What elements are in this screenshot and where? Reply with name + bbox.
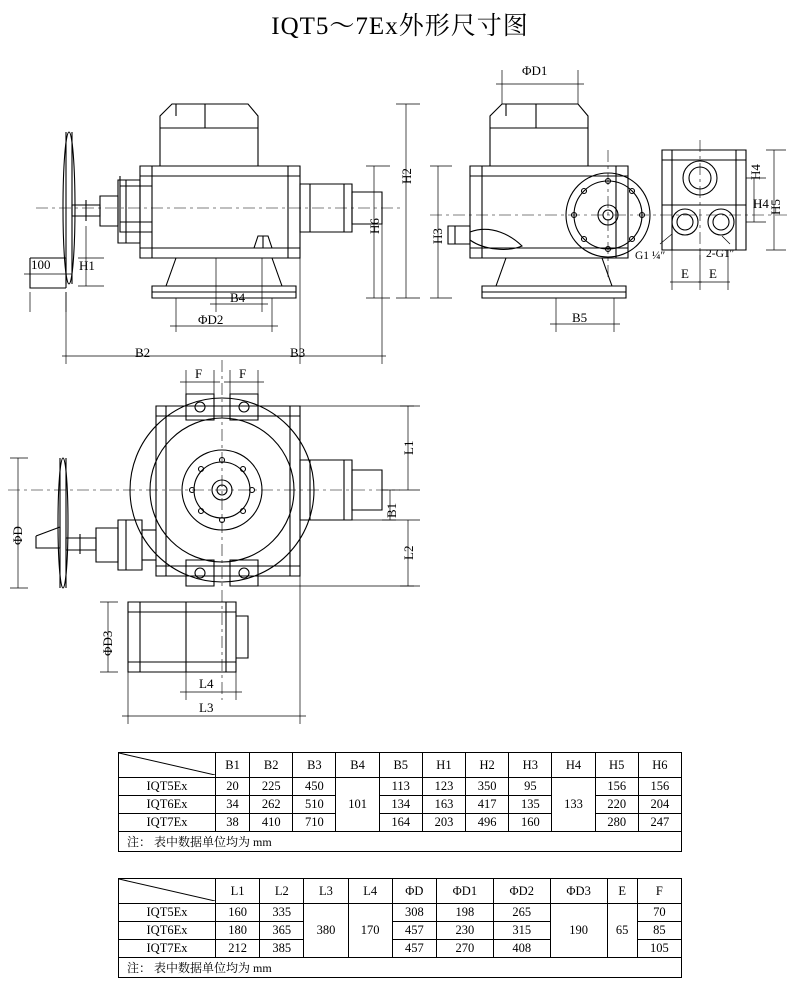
table2-cell-1-6: 315 [493,922,550,940]
table2-col-PhiD1: ΦD1 [436,879,493,904]
table1-col-H5: H5 [595,753,638,778]
table2-col-L1: L1 [216,879,260,904]
table2-cell-L4-merged: 170 [348,904,392,958]
dim-B5: B5 [572,310,588,325]
table1-cell-1-5: 163 [422,796,465,814]
dim-H5: H5 [768,199,783,215]
table1-col-B3: B3 [293,753,336,778]
table1-cell-0-0: 20 [216,778,250,796]
dimension-table-1 [118,752,682,852]
table2-cell-0-9: 70 [637,904,681,922]
dim-H4-a: H4 [748,164,763,180]
dim-L3: L3 [199,700,214,715]
table1-cell-0-10: 156 [638,778,681,796]
table2-cell-2-4: 457 [392,940,436,958]
dim-E-b: E [709,266,717,281]
table1-cell-2-6: 496 [466,814,509,832]
table2-row-model-0: IQT5Ex [119,904,216,922]
table2-cell-1-4: 457 [392,922,436,940]
table1-note: 注： 表中数据单位均为 mm [119,832,682,852]
table1-cell-H4-merged: 133 [552,778,595,832]
table1-cell-0-1: 225 [250,778,293,796]
dim-F-b: F [239,366,247,381]
table1-col-B4: B4 [336,753,379,778]
table2-col-PhiD: ΦD [392,879,436,904]
dim-H2: H2 [399,168,414,184]
table1-col-H1: H1 [422,753,465,778]
dim-B2: B2 [135,345,151,360]
table2-row-model-2: IQT7Ex [119,940,216,958]
dim-F-a: F [195,366,203,381]
table-row [119,778,682,796]
dim-L1: L1 [401,440,416,455]
table2-col-PhiD3: ΦD3 [550,879,607,904]
table2-col-E: E [607,879,637,904]
table1-cell-2-2: 710 [293,814,336,832]
table2-note: 注： 表中数据单位均为 mm [119,958,682,978]
table2-cell-2-5: 270 [436,940,493,958]
table1-cell-2-4: 164 [379,814,422,832]
dim-PhiD: ΦD [10,526,25,545]
dim-B4: B4 [230,290,246,305]
table1-cell-1-10: 204 [638,796,681,814]
table1-cell-0-4: 113 [379,778,422,796]
dimension-table-2 [118,878,682,978]
table1-cell-1-7: 135 [509,796,552,814]
table1-cell-0-5: 123 [422,778,465,796]
dim-B3: B3 [290,345,306,360]
dim-100: 100 [31,257,51,272]
table2-row-model-1: IQT6Ex [119,922,216,940]
table1-note-row [119,832,682,852]
table2-cell-1-0: 180 [216,922,260,940]
dim-L2: L2 [401,545,416,560]
table1-corner-cell [119,753,216,778]
table-row [119,814,682,832]
table1-col-B2: B2 [250,753,293,778]
table2-cell-2-6: 408 [493,940,550,958]
label-2-G1: 2-G1″ [706,248,735,260]
table1-col-B5: B5 [379,753,422,778]
table2-col-L2: L2 [260,879,304,904]
table2-cell-PhiD3-merged: 190 [550,904,607,958]
dim-PhiD3: ΦD3 [100,630,115,656]
table1-cell-1-6: 417 [466,796,509,814]
table1-cell-0-6: 350 [466,778,509,796]
table2-cell-1-9: 85 [637,922,681,940]
table1-row-model-0: IQT5Ex [119,778,216,796]
table1-col-H3: H3 [509,753,552,778]
table1-cell-B4-merged: 101 [336,778,379,832]
table2-cell-0-6: 265 [493,904,550,922]
table2-cell-0-0: 160 [216,904,260,922]
dim-H3: H3 [430,228,445,244]
table2-col-PhiD2: ΦD2 [493,879,550,904]
table2-cell-E-merged: 65 [607,904,637,958]
dim-E-a: E [681,266,689,281]
view3-dimensions [10,370,420,724]
table2-col-L3: L3 [304,879,348,904]
dim-H4-b: H4 [753,196,769,211]
table1-cell-0-7: 95 [509,778,552,796]
table2-cell-0-4: 308 [392,904,436,922]
table2-cell-2-9: 105 [637,940,681,958]
table2-cell-0-1: 335 [260,904,304,922]
table2-cell-1-1: 365 [260,922,304,940]
page-title: IQT5～7Ex外形尺寸图 [271,13,529,40]
table1-row-model-2: IQT7Ex [119,814,216,832]
dim-B1: B1 [384,502,399,518]
table1-cell-1-0: 34 [216,796,250,814]
table2-cell-1-5: 230 [436,922,493,940]
table1-col-H2: H2 [466,753,509,778]
table2-note-row [119,958,682,978]
table2-corner-cell [119,879,216,904]
dim-L4: L4 [199,676,214,691]
table2-cell-L3-merged: 380 [304,904,348,958]
view2-main-body [448,104,746,258]
table1-cell-2-7: 160 [509,814,552,832]
table-row [119,904,682,922]
table1-col-H6: H6 [638,753,681,778]
table1-row-model-1: IQT6Ex [119,796,216,814]
table2-header-row [119,879,682,904]
table1-col-B1: B1 [216,753,250,778]
view1-base [152,258,296,298]
dim-H6: H6 [367,218,382,234]
table1-cell-2-1: 410 [250,814,293,832]
table1-cell-1-2: 510 [293,796,336,814]
table2-cell-2-0: 212 [216,940,260,958]
table1-cell-2-9: 280 [595,814,638,832]
table1-cell-2-5: 203 [422,814,465,832]
view2-base [482,258,626,298]
dim-PhiD1: ΦD1 [522,63,548,78]
table1-cell-1-9: 220 [595,796,638,814]
table2-col-L4: L4 [348,879,392,904]
table2-col-F: F [637,879,681,904]
table1-col-H4: H4 [552,753,595,778]
dim-H1: H1 [79,258,95,273]
label-G1-quarter: G1 ¼″ [635,250,666,262]
table1-cell-2-10: 247 [638,814,681,832]
table1-cell-0-2: 450 [293,778,336,796]
table1-header-row [119,753,682,778]
dim-PhiD2: ΦD2 [198,312,224,327]
view1-main-body [120,104,382,258]
table1-cell-1-1: 262 [250,796,293,814]
table1-cell-2-0: 38 [216,814,250,832]
table1-cell-0-9: 156 [595,778,638,796]
table-row [119,796,682,814]
view3-top [36,394,382,672]
table2-cell-2-1: 385 [260,940,304,958]
table1-cell-1-4: 134 [379,796,422,814]
table2-cell-0-5: 198 [436,904,493,922]
